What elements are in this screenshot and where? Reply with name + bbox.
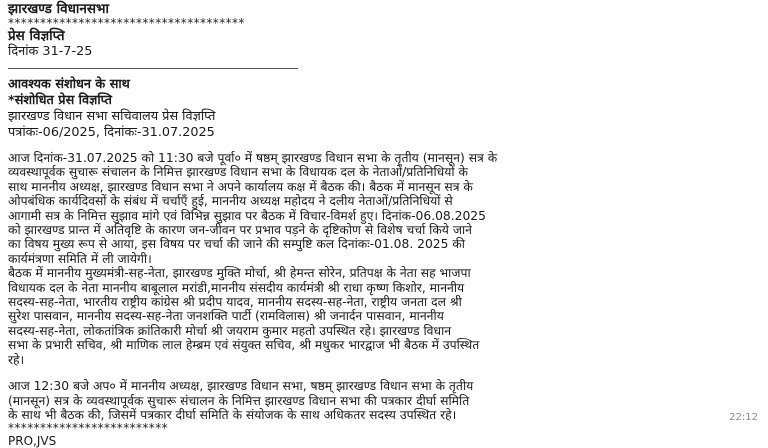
paragraph-2	[8, 379, 760, 422]
paragraph-line: सदस्य-सह-नेता, लोकतांत्रिक क्रांतिकारी मोर्चा श्री जयराम कुमार महतो उपस्थित रहे। झारखण्ड विधान	[8, 323, 452, 338]
horizontal-rule	[8, 68, 298, 69]
stars-divider-top: *************************************	[8, 16, 245, 30]
paragraph-line: आज 12:30 बजे अप० में माननीय अध्यक्ष, झारखण्ड विधान सभा, षष्ठम् झारखण्ड विधान सभा के तृतीय	[8, 379, 474, 394]
paragraph-line: रहे।	[8, 352, 25, 367]
revised-heading: *संशोधित प्रेस विज्ञप्ति	[8, 93, 112, 108]
letter-number: पत्रांकः-06/2025, दिनांकः-31.07.2025	[8, 125, 215, 140]
org-title: झारखण्ड विधानसभा	[8, 1, 110, 17]
correction-heading: आवश्यक संशोधन के साथ	[8, 77, 130, 92]
signature: PRO,JVS	[8, 434, 57, 448]
paragraph-line: ओपबंधिक कार्यदिवसों के संबंध में चर्चाएँ हुई, माननीय अध्यक्ष महोदय ने दलीय नेताओं/प्रतिनिधियों से	[8, 194, 453, 209]
paragraph-line: बैठक में माननीय मुख्यमंत्री-सह-नेता, झारखण्ड मुक्ति मोर्चा, श्री हेमन्त सोरेन, प्रतिपक्ष के नेता सह भाजपा	[8, 266, 471, 281]
paragraph-line: आज दिनांक-31.07.2025 को 11:30 बजे पूर्वा० में षष्ठम् झारखण्ड विधान सभा के तृतीय (मानसून) सत्र के	[8, 151, 498, 165]
secretariat-line: झारखण्ड विधान सभा सचिवालय प्रेस विज्ञप्ति	[8, 109, 216, 124]
paragraph-line: सभा के प्रभारी सचिव, श्री माणिक लाल हेम्ब्रम एवं संयुक्त सचिव, श्री मधुकर भारद्वाज भी बैठक में उपस्थित	[8, 338, 480, 353]
paragraph-line: सदस्य-सह-नेता, भारतीय राष्ट्रीय कांग्रेस श्री प्रदीप यादव, माननीय सदस्य-सह-नेता, राष्ट्रीय जनता दल श्री	[8, 295, 462, 310]
paragraph-line: विधायक दल के नेता माननीय बाबूलाल मरांडी,माननीय संसदीय कार्यमंत्री श्री राधा कृष्ण किशोर, माननीय	[8, 280, 465, 295]
paragraph-line: व्यवस्थापूर्वक सुचारू संचालन के निमित्त झारखण्ड विधान सभा के विधायक दल के नेताओं/प्रतिनिधियों के	[8, 165, 468, 180]
paragraph-1	[8, 151, 760, 367]
paragraph-line: (मानसून) सत्र के व्यवस्थापूर्वक सुचारू संचालन के निमित्त झारखण्ड विधान सभा की पत्रकार दीर्घा समिति	[8, 393, 470, 408]
paragraph-line: को झारखण्ड प्रान्त में अतिवृष्टि के कारण जन-जीवन पर प्रभाव पड़ने के दृष्टिकोण से विशेष चर्चा किये जाने	[8, 223, 472, 238]
date-line: दिनांक 31-7-25	[8, 44, 93, 59]
press-label: प्रेस विज्ञप्ति	[8, 28, 65, 44]
paragraph-line: के साथ भी बैठक की, जिसमें पत्रकार दीर्घा समिति के संयोजक के साथ अधिकतर सदस्य उपस्थित रहे।	[8, 407, 457, 422]
paragraph-line: कार्यमंत्रणा समिति में ली जायेगी।	[8, 251, 152, 266]
paragraph-line: का विषय मुख्य रूप से आया, इस विषय पर चर्चा की जाने की सम्पुष्टि कल दिनांकः-01.08. 2025 की	[8, 237, 465, 252]
paragraph-line: सुरेश पासवान, माननीय सदस्य-सह-नेता जनशक्ति पार्टी (रामविलास) श्री जनार्दन पासवान, माननीय	[8, 309, 444, 324]
message-timestamp: 22:12	[729, 412, 758, 423]
paragraph-line: आगामी सत्र के निमित्त सुझाव मांगे एवं विभिन्न सुझाव पर बैठक में विचार-विमर्श हुए। दिनांक-06.08.2025	[8, 208, 486, 223]
paragraph-line: साथ माननीय अध्यक्ष, झारखण्ड विधान सभा ने अपने कार्यालय कक्ष में बैठक की। बैठक में मानसून सत्र के	[8, 179, 473, 194]
stars-divider-bottom: *************************	[8, 421, 168, 436]
